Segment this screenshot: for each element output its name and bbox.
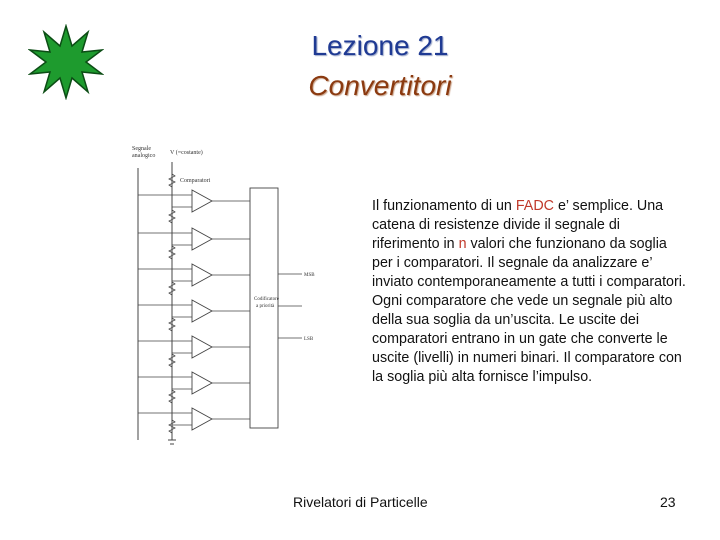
flash-adc-circuit-diagram: [132, 140, 332, 460]
body-paragraph: Il funzionamento di un FADC e’ semplice. Una catena di resistenze divide il segnale di riferimento in n valori che funzionano da soglia per i comparatori. Il segnale da analizzare e’ inviato contemporaneamente a tutti i comparatori. Ogni comparatore che vede un segnale più alto della sua soglia da un’uscita. Le uscite dei comparatori entrano in un gate che converte le uscite (livelli) in numeri binari. Il comparatore con la soglia più alta fornisce l’impulso.: [372, 198, 686, 385]
slide-subtitle: Convertitori: [308, 70, 452, 101]
svg-text:V (=costante): V (=costante): [170, 150, 203, 156]
n-highlight: n: [458, 236, 467, 252]
page-number: 23: [660, 494, 676, 510]
svg-text:LSB: LSB: [304, 337, 314, 342]
footer-course-title: Rivelatori di Particelle: [293, 494, 428, 510]
svg-text:analogico: analogico: [132, 153, 156, 159]
svg-text:a priorità: a priorità: [256, 304, 275, 309]
fadc-highlight: FADC: [515, 198, 554, 214]
slide-title: Lezione 21: [311, 30, 449, 61]
svg-text:Segnale: Segnale: [132, 146, 151, 152]
svg-text:MSB: MSB: [304, 273, 315, 278]
svg-text:Codificatore: Codificatore: [254, 297, 279, 302]
svg-text:Comparatori: Comparatori: [180, 178, 211, 184]
